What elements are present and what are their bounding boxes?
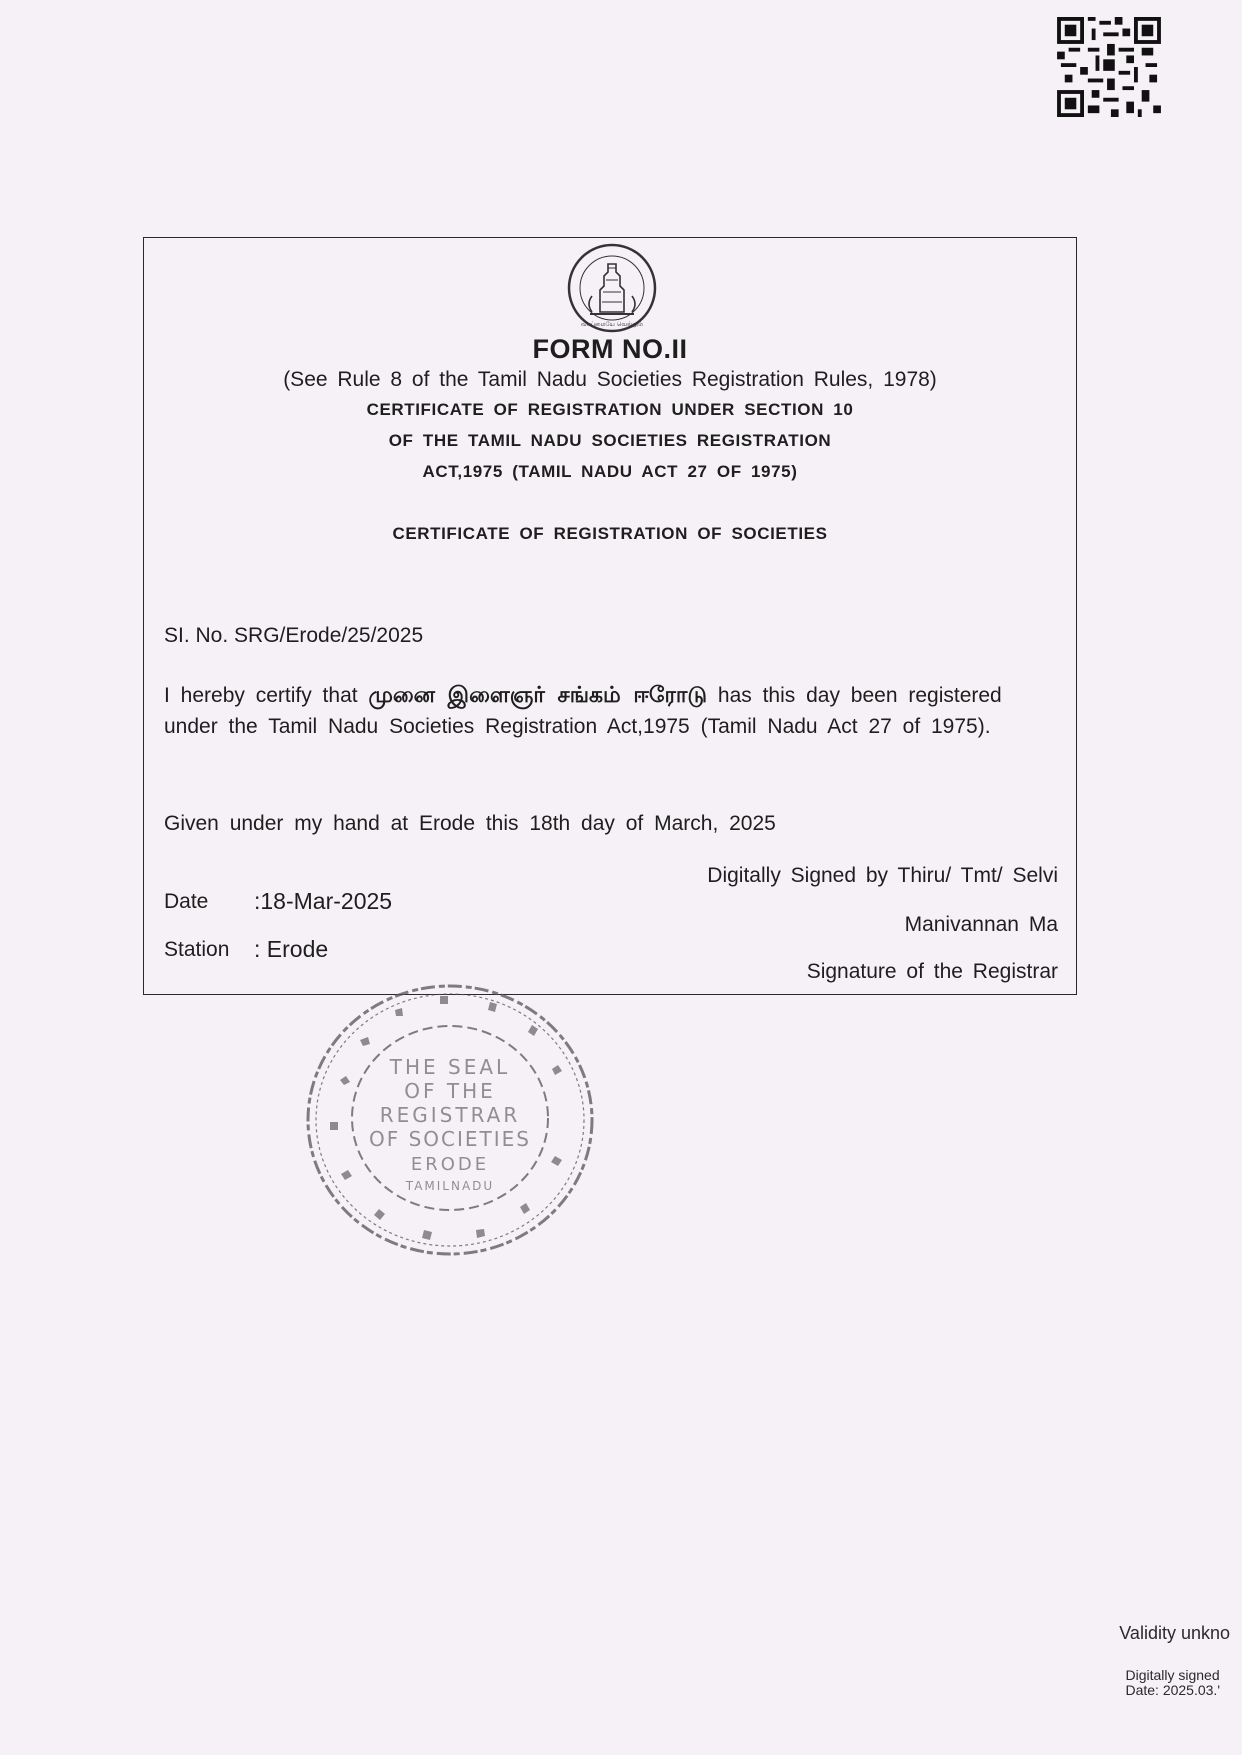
station-label: Station <box>164 938 230 961</box>
signer-name: Manivannan Ma <box>904 913 1058 936</box>
certification-paragraph <box>164 680 1024 742</box>
digital-signature-date: Date: 2025.03.' <box>1125 1682 1220 1698</box>
registrar-signature-label: Signature of the Registrar <box>806 960 1058 983</box>
society-name: முனை இளைஞர் சங்கம் ஈரோடு <box>368 683 708 708</box>
seal-line-5: ERODE <box>410 1154 490 1175</box>
tamil-nadu-emblem-icon <box>566 242 658 334</box>
given-under-hand: Given under my hand at Erode this 18th day of March, 2025 <box>164 812 776 835</box>
registrar-seal-stamp <box>300 970 606 1270</box>
digitally-signed-by: Digitally Signed by Thiru/ Tmt/ Selvi <box>707 864 1058 887</box>
certify-prefix: I hereby certify that <box>164 684 358 707</box>
date-label: Date <box>164 890 209 913</box>
certify-suffix: has this day been registered under the Tamil Nadu Societies Registration Act,1975 (Tamil Nadu Act 27 of 1975). <box>164 684 1002 738</box>
form-title: FORM NO.II <box>532 334 688 364</box>
caption-line-1: CERTIFICATE OF REGISTRATION UNDER SECTION 10 <box>366 400 854 419</box>
rule-reference: (See Rule 8 of the Tamil Nadu Societies Registration Rules, 1978) <box>283 368 937 391</box>
certificate-box <box>143 237 1077 995</box>
digital-signature-info <box>1125 1668 1220 1698</box>
date-value: :18-Mar-2025 <box>254 888 393 914</box>
station-value: : Erode <box>254 936 329 962</box>
serial-number: SI. No. SRG/Erode/25/2025 <box>164 624 424 647</box>
qr-code <box>1057 17 1161 117</box>
seal-line-1: THE SEAL <box>389 1055 511 1079</box>
emblem-motto: வாய்மையே வெல்லும் <box>580 321 644 328</box>
seal-line-6: TAMILNADU <box>405 1179 495 1193</box>
certificate-heading: CERTIFICATE OF REGISTRATION OF SOCIETIES <box>392 524 828 543</box>
digitally-signed-label: Digitally signed <box>1125 1667 1220 1683</box>
seal-line-2: OF THE <box>404 1079 496 1103</box>
seal-line-3: REGISTRAR <box>379 1103 521 1127</box>
validity-status: Validity unkno <box>1119 1623 1230 1643</box>
seal-line-4: OF SOCIETIES <box>369 1127 531 1151</box>
caption-line-2: OF THE TAMIL NADU SOCIETIES REGISTRATION <box>388 431 832 450</box>
caption-line-3: ACT,1975 (TAMIL NADU ACT 27 OF 1975) <box>422 462 798 481</box>
